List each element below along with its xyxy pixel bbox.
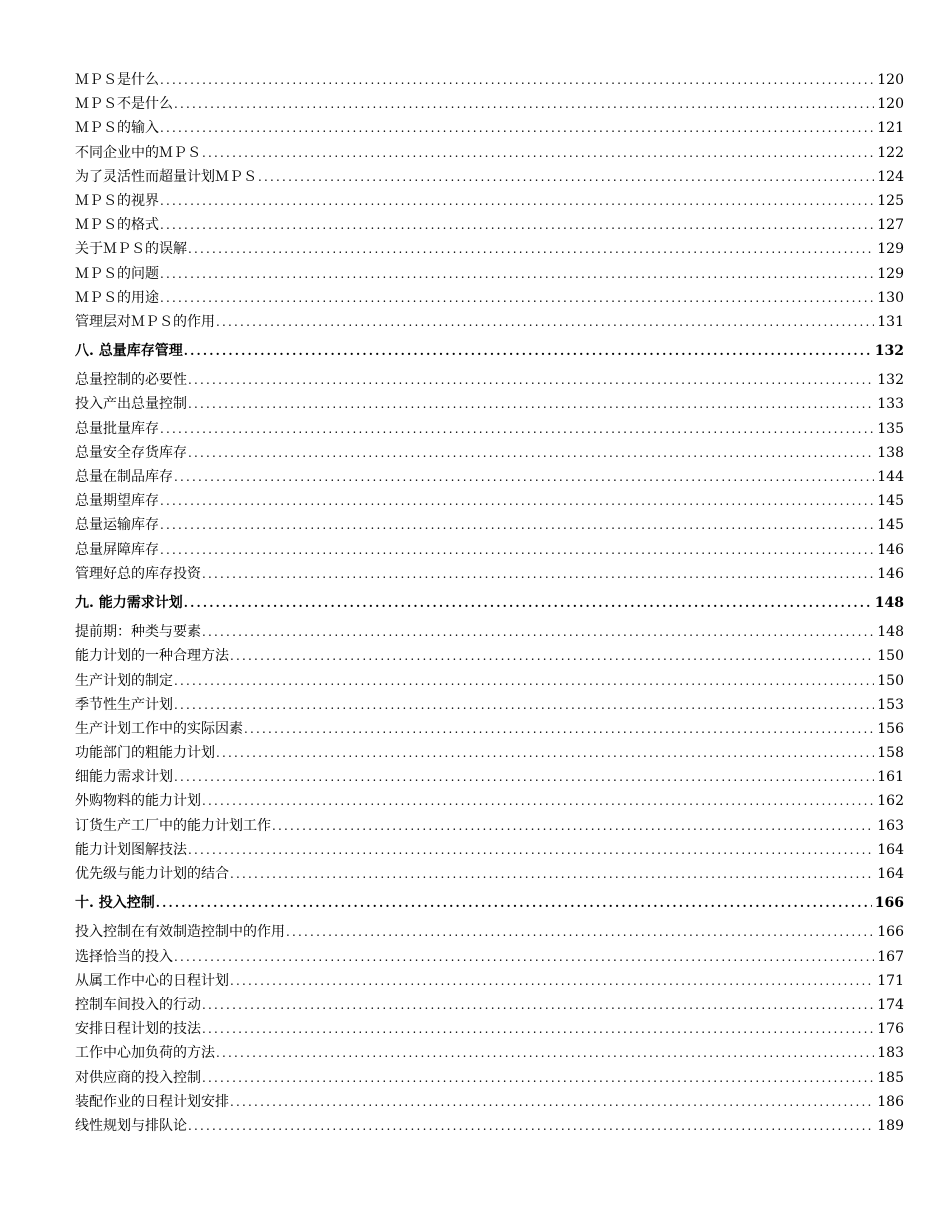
toc-entry-title: 选择恰当的投入 (75, 948, 173, 965)
toc-entry-title: 八. 总量库存管理 (75, 343, 183, 360)
toc-entry (75, 644, 904, 668)
toc-page-number: 148 (877, 624, 904, 641)
toc-entry (75, 717, 904, 741)
toc-entry (75, 969, 904, 993)
toc-entry-title: 提前期：种类与要素 (75, 624, 201, 641)
toc-page-number: 138 (877, 444, 904, 461)
toc-entry-title: 对供应商的投入控制 (75, 1069, 201, 1086)
toc-dot-leader (286, 920, 874, 944)
toc-page-number: 129 (877, 241, 904, 258)
toc-entry (75, 538, 904, 562)
toc-entry-title: 工作中心加负荷的方法 (75, 1045, 215, 1062)
toc-dot-leader (188, 392, 874, 416)
toc-entry (75, 920, 904, 944)
toc-dot-leader (160, 417, 874, 441)
toc-page-number: 174 (877, 996, 904, 1013)
toc-chapter-heading (75, 591, 904, 615)
toc-page-number: 127 (877, 217, 904, 234)
toc-page-number: 132 (874, 343, 904, 360)
toc-page-number: 120 (877, 72, 904, 88)
toc-entry-title: 订货生产工厂中的能力计划工作 (75, 817, 271, 834)
toc-dot-leader (202, 1066, 874, 1090)
toc-chapter-heading (75, 339, 904, 363)
toc-entry-title: ＭＰＳ是什么 (75, 72, 159, 88)
toc-page-number: 135 (877, 420, 904, 437)
toc-page-number: 146 (877, 541, 904, 558)
toc-dot-leader (160, 262, 874, 286)
toc-entry-title: 总量安全存货库存 (75, 444, 187, 461)
toc-dot-leader (188, 237, 874, 261)
toc-entry-title: 生产计划工作中的实际因素 (75, 720, 243, 737)
toc-entry (75, 1041, 904, 1065)
toc-page-number: 132 (877, 372, 904, 389)
toc-dot-leader (174, 693, 874, 717)
toc-entry-title: 关于ＭＰＳ的误解 (75, 241, 187, 258)
toc-entry (75, 741, 904, 765)
toc-dot-leader (174, 669, 874, 693)
toc-entry-title: 九. 能力需求计划 (75, 594, 183, 611)
toc-page-number: 153 (877, 696, 904, 713)
toc-entry-title: 控制车间投入的行动 (75, 996, 201, 1013)
toc-page-number: 150 (877, 648, 904, 665)
toc-dot-leader (202, 789, 874, 813)
toc-dot-leader (188, 441, 874, 465)
toc-dot-leader (230, 969, 874, 993)
toc-entry (75, 165, 904, 189)
toc-dot-leader (160, 538, 874, 562)
toc-dot-leader (202, 562, 874, 586)
toc-page-number: 189 (877, 1117, 904, 1134)
table-of-contents (75, 68, 904, 1138)
toc-dot-leader (258, 165, 874, 189)
toc-entry (75, 465, 904, 489)
toc-page-number: 167 (877, 948, 904, 965)
toc-dot-leader (202, 1017, 874, 1041)
toc-chapter-heading (75, 891, 904, 915)
toc-dot-leader (202, 620, 874, 644)
toc-entry (75, 620, 904, 644)
toc-dot-leader (160, 68, 874, 92)
toc-entry-title: 能力计划的一种合理方法 (75, 648, 229, 665)
toc-entry-title: 生产计划的制定 (75, 672, 173, 689)
toc-page-number: 125 (877, 192, 904, 209)
toc-page-number: 186 (877, 1093, 904, 1110)
toc-entry-title: 外购物料的能力计划 (75, 793, 201, 810)
toc-page-number: 145 (877, 493, 904, 510)
toc-dot-leader (174, 765, 874, 789)
toc-page-number: 185 (877, 1069, 904, 1086)
toc-entry (75, 392, 904, 416)
toc-entry-title: 不同企业中的ＭＰＳ (75, 144, 201, 161)
toc-dot-leader (174, 465, 874, 489)
toc-entry (75, 68, 904, 92)
toc-dot-leader (184, 339, 872, 363)
toc-page-number: 145 (877, 517, 904, 534)
toc-dot-leader (174, 92, 874, 116)
toc-entry (75, 513, 904, 537)
toc-page-number: 158 (877, 745, 904, 762)
toc-page-number: 121 (877, 120, 904, 137)
toc-entry (75, 262, 904, 286)
toc-entry (75, 489, 904, 513)
toc-entry (75, 368, 904, 392)
toc-page-number: 156 (877, 720, 904, 737)
toc-entry-title: 总量期望库存 (75, 493, 159, 510)
toc-entry (75, 765, 904, 789)
toc-page-number: 183 (877, 1045, 904, 1062)
toc-entry-title: 细能力需求计划 (75, 769, 173, 786)
toc-dot-leader (160, 189, 874, 213)
toc-page-number: 122 (877, 144, 904, 161)
toc-page-number: 120 (877, 96, 904, 113)
toc-page-number: 161 (877, 769, 904, 786)
toc-entry-title: 总量在制品库存 (75, 469, 173, 485)
toc-dot-leader (160, 213, 874, 237)
toc-entry (75, 1017, 904, 1041)
toc-dot-leader (188, 1114, 874, 1138)
toc-entry (75, 213, 904, 237)
toc-page-number: 166 (877, 924, 904, 941)
toc-entry-title: 管理层对ＭＰＳ的作用 (75, 313, 215, 330)
toc-entry (75, 669, 904, 693)
toc-dot-leader (216, 1041, 874, 1065)
toc-entry-title: 投入产出总量控制 (75, 396, 187, 413)
toc-page-number: 171 (877, 972, 904, 989)
toc-entry (75, 838, 904, 862)
toc-entry-title: ＭＰＳ的视界 (75, 192, 159, 209)
toc-entry-title: ＭＰＳ的格式 (75, 217, 159, 234)
toc-entry-title: 十. 投入控制 (75, 895, 155, 912)
toc-page-number: 129 (877, 265, 904, 282)
toc-entry-title: 总量批量库存 (75, 420, 159, 437)
toc-entry (75, 1114, 904, 1138)
toc-entry (75, 945, 904, 969)
toc-entry-title: 优先级与能力计划的结合 (75, 866, 229, 882)
toc-entry (75, 417, 904, 441)
toc-page-number: 166 (874, 895, 904, 912)
toc-entry-title: ＭＰＳ的用途 (75, 289, 159, 306)
toc-entry (75, 789, 904, 813)
toc-page-number: 164 (877, 866, 904, 882)
toc-page-number: 130 (877, 289, 904, 306)
toc-entry (75, 441, 904, 465)
toc-dot-leader (188, 838, 874, 862)
toc-page-number: 163 (877, 817, 904, 834)
toc-entry-title: 功能部门的粗能力计划 (75, 745, 215, 762)
toc-entry-title: 管理好总的库存投资 (75, 565, 201, 582)
toc-entry-title: ＭＰＳ的问题 (75, 265, 159, 282)
toc-dot-leader (272, 814, 874, 838)
toc-page-number: 150 (877, 672, 904, 689)
toc-entry-title: 为了灵活性而超量计划ＭＰＳ (75, 168, 257, 185)
toc-page-number: 162 (877, 793, 904, 810)
toc-page-number: 148 (874, 594, 904, 611)
toc-entry (75, 1090, 904, 1114)
toc-dot-leader (230, 862, 874, 886)
toc-entry (75, 286, 904, 310)
toc-dot-leader (188, 368, 874, 392)
toc-page-number: 144 (877, 469, 904, 485)
toc-entry-title: ＭＰＳ不是什么 (75, 96, 173, 113)
toc-page-number: 131 (877, 313, 904, 330)
toc-dot-leader (216, 741, 874, 765)
toc-entry (75, 693, 904, 717)
toc-dot-leader (160, 513, 874, 537)
toc-entry-title: 从属工作中心的日程计划 (75, 972, 229, 989)
toc-entry (75, 310, 904, 334)
toc-dot-leader (230, 1090, 874, 1114)
toc-page-number: 133 (877, 396, 904, 413)
toc-entry-title: 投入控制在有效制造控制中的作用 (75, 924, 285, 941)
toc-page-number: 176 (877, 1021, 904, 1038)
toc-dot-leader (184, 591, 872, 615)
toc-dot-leader (202, 141, 874, 165)
toc-entry-title: 总量运输库存 (75, 517, 159, 534)
toc-entry (75, 141, 904, 165)
toc-dot-leader (216, 310, 874, 334)
toc-entry (75, 814, 904, 838)
toc-entry-title: 装配作业的日程计划安排 (75, 1093, 229, 1110)
toc-page-number: 146 (877, 565, 904, 582)
toc-dot-leader (160, 489, 874, 513)
toc-entry (75, 1066, 904, 1090)
toc-page-number: 124 (877, 168, 904, 185)
toc-dot-leader (230, 644, 874, 668)
toc-dot-leader (156, 891, 872, 915)
toc-page-number: 164 (877, 841, 904, 858)
toc-dot-leader (160, 286, 874, 310)
toc-dot-leader (202, 993, 874, 1017)
toc-entry-title: 总量控制的必要性 (75, 372, 187, 389)
toc-entry-title: 总量屏障库存 (75, 541, 159, 558)
toc-entry-title: 能力计划图解技法 (75, 841, 187, 858)
toc-entry (75, 993, 904, 1017)
toc-entry (75, 116, 904, 140)
toc-entry (75, 562, 904, 586)
toc-entry-title: 线性规划与排队论 (75, 1117, 187, 1134)
toc-entry (75, 237, 904, 261)
toc-dot-leader (160, 116, 874, 140)
toc-entry-title: ＭＰＳ的输入 (75, 120, 159, 137)
toc-entry-title: 安排日程计划的技法 (75, 1021, 201, 1038)
toc-dot-leader (174, 945, 874, 969)
toc-entry (75, 862, 904, 886)
toc-entry (75, 92, 904, 116)
toc-dot-leader (244, 717, 874, 741)
toc-entry (75, 189, 904, 213)
toc-entry-title: 季节性生产计划 (75, 696, 173, 713)
